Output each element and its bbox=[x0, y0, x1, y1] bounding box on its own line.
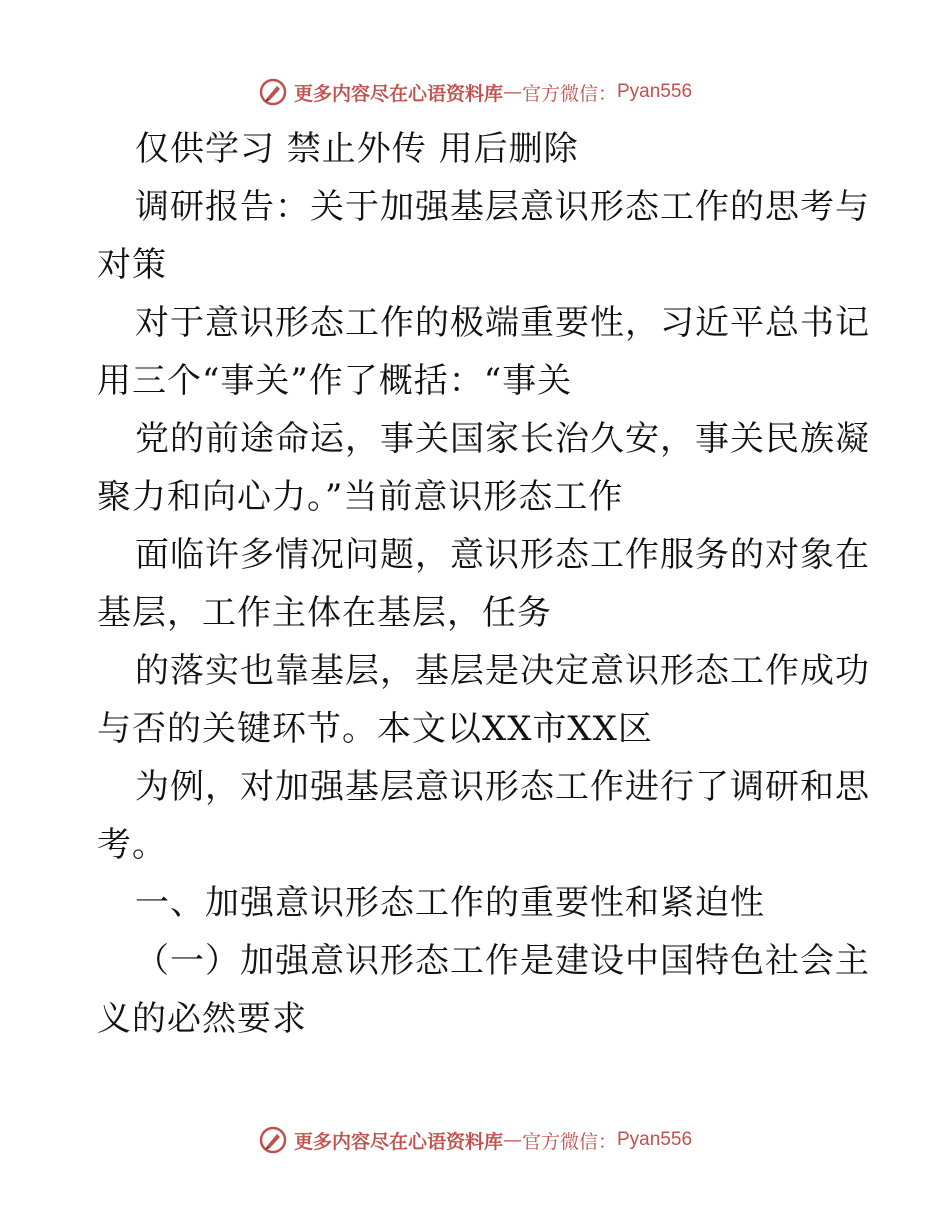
banner-account: Pyan556 bbox=[617, 1129, 693, 1150]
text-line: 与否的关键环节。本文以XX市XX区 bbox=[97, 709, 653, 749]
pen-circle-icon bbox=[258, 1125, 288, 1155]
banner-brand: 更多内容尽在心语资料库 bbox=[293, 82, 503, 105]
text-line: 为例，对加强基层意识形态工作进行了调研和思 bbox=[135, 767, 870, 807]
text-line: 的落实也靠基层，基层是决定意识形态工作成功 bbox=[135, 651, 870, 691]
text-line: 用三个“事关”作了概括：“事关 bbox=[97, 361, 573, 401]
text-line: 党的前途命运，事关国家长治久安，事关民族凝 bbox=[135, 419, 870, 459]
text-line: 对策 bbox=[97, 245, 167, 285]
text-line: 调研报告：关于加强基层意识形态工作的思考与 bbox=[135, 187, 870, 227]
text-line: 对于意识形态工作的极端重要性，习近平总书记 bbox=[135, 303, 870, 343]
banner-wechat-label: 官方微信： bbox=[521, 1130, 617, 1153]
text-line: 考。 bbox=[97, 825, 167, 865]
text-line: 义的必然要求 bbox=[97, 999, 307, 1039]
document-body bbox=[97, 120, 870, 1048]
footer-banner bbox=[0, 1120, 950, 1160]
banner-separator: — bbox=[502, 81, 522, 103]
banner-account: Pyan556 bbox=[617, 81, 693, 102]
text-line: 面临许多情况问题，意识形态工作服务的对象在 bbox=[135, 535, 870, 575]
text-line: 仅供学习 禁止外传 用后删除 bbox=[135, 129, 579, 169]
text-line: 聚力和向心力。”当前意识形态工作 bbox=[97, 477, 624, 517]
header-banner bbox=[0, 72, 950, 112]
banner-wechat-label: 官方微信： bbox=[521, 82, 617, 105]
pen-circle-icon bbox=[258, 77, 288, 107]
text-line: （一）加强意识形态工作是建设中国特色社会主 bbox=[135, 941, 870, 981]
banner-brand: 更多内容尽在心语资料库 bbox=[293, 1130, 503, 1153]
text-line: 一、加强意识形态工作的重要性和紧迫性 bbox=[135, 883, 765, 923]
banner-separator: — bbox=[502, 1129, 522, 1151]
text-line: 基层，工作主体在基层，任务 bbox=[97, 593, 552, 633]
